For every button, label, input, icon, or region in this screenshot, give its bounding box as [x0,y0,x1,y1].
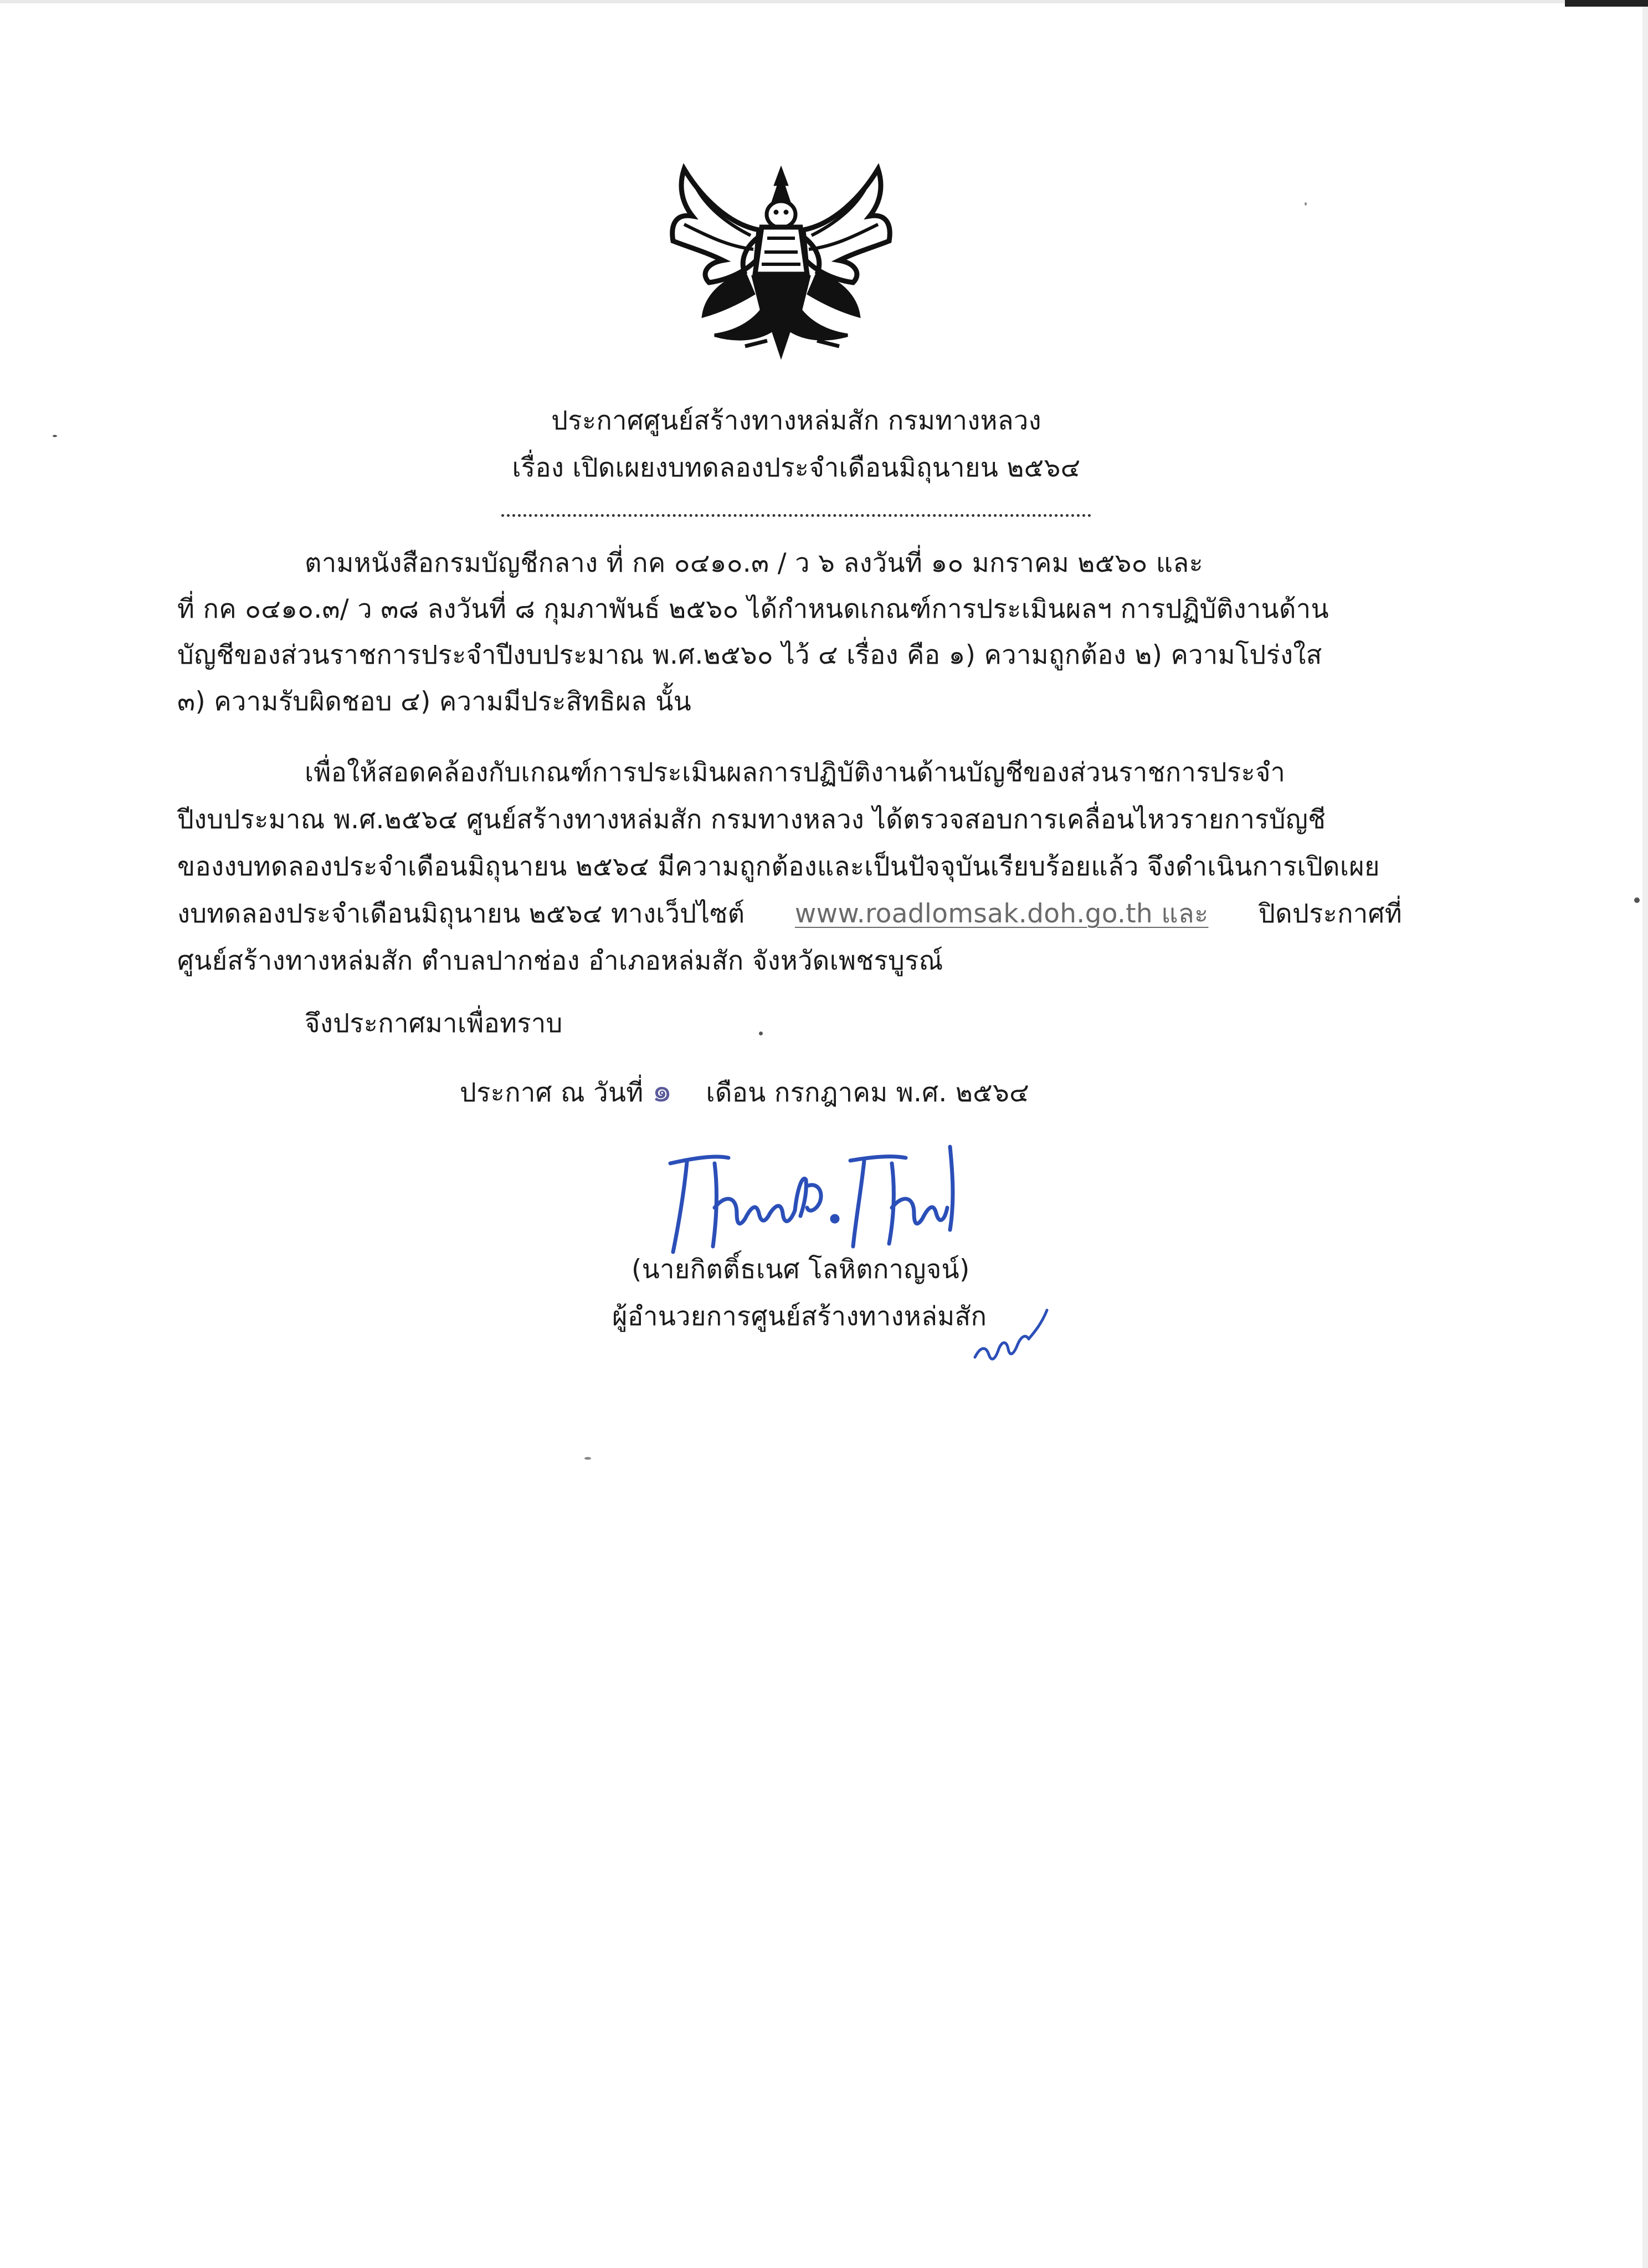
paragraph1-line3: บัญชีของส่วนราชการประจำปีงบประมาณ พ.ศ.๒๕๖๐ ไว้ ๔ เรื่อง คือ ๑) ความถูกต้อง ๒) ความโปร่งใส [177,640,1322,670]
paragraph2-line5: ศูนย์สร้างทางหล่มสัก ตำบลปากช่อง อำเภอหล่มสัก จังหวัดเพชรบูรณ์ [177,946,943,976]
scan-speck [1634,897,1640,903]
paragraph1-line4: ๓) ความรับผิดชอบ ๔) ความมีประสิทธิผล นั้น [177,686,692,717]
paragraph2-line3: ของงบทดลองประจำเดือนมิถุนายน ๒๕๖๔ มีความถูกต้องและเป็นปัจจุบันเรียบร้อยแล้ว จึงดำเนินการเปิดเผย [177,851,1380,882]
scan-speck [1305,202,1307,206]
scan-corner-mark [1565,0,1648,7]
dateline-day: ๑ [651,1071,672,1109]
scan-speck [584,1457,591,1460]
scan-edge-top [0,0,1648,3]
signatory-name: (นายกิตติ์ธเนศ โลหิตกาญจน์) [632,1254,970,1285]
paragraph2-line2: ปีงบประมาณ พ.ศ.๒๕๖๔ ศูนย์สร้างทางหล่มสัก กรมทางหลวง ได้ตรวจสอบการเคลื่อนไหวรายการบัญชี [177,804,1326,835]
announcement-title: ประกาศศูนย์สร้างทางหล่มสัก กรมทางหลวง [551,406,1041,436]
paragraph1-line1: ตามหนังสือกรมบัญชีกลาง ที่ กค ๐๔๑๐.๓ / ว ๖ ลงวันที่ ๑๐ มกราคม ๒๕๖๐ และ [305,548,1204,578]
paragraph2-line4 [177,897,1402,931]
signatory-position: ผู้อำนวยการศูนย์สร้างทางหล่มสัก [612,1301,987,1332]
dateline-prefix: ประกาศ ณ วันที่ [460,1077,644,1108]
scan-speck [759,1032,763,1035]
paragraph2-line4-prefix: งบทดลองประจำเดือนมิถุนายน ๒๕๖๔ ทางเว็ปไซต์ [177,899,745,929]
paragraph2-line4-suffix: ปิดประกาศที่ [1259,899,1403,929]
garuda-emblem-icon [662,163,900,368]
website-link[interactable]: www.roadlomsak.doh.go.th และ [794,899,1209,929]
closing-statement: จึงประกาศมาเพื่อทราบ [305,1008,563,1039]
dateline-suffix: เดือน กรกฎาคม พ.ศ. ๒๕๖๔ [706,1077,1030,1108]
handwritten-signature-icon [662,1141,972,1258]
handwritten-initials-icon [972,1294,1050,1371]
scan-speck [53,435,57,437]
paragraph2-line1: เพื่อให้สอดคล้องกับเกณฑ์การประเมินผลการปฏิบัติงานด้านบัญชีของส่วนราชการประจำ [305,757,1286,788]
dotted-divider [501,514,1091,517]
scan-edge-right [1642,0,1648,2268]
paragraph1-line2: ที่ กค ๐๔๑๐.๓/ ว ๓๘ ลงวันที่ ๘ กุมภาพันธ์ ๒๕๖๐ ได้กำหนดเกณฑ์การประเมินผลฯ การปฏิบัติงานด้าน [177,594,1329,624]
dateline [460,1071,1030,1110]
announcement-subject: เรื่อง เปิดเผยงบทดลองประจำเดือนมิถุนายน ๒๕๖๔ [512,453,1081,483]
